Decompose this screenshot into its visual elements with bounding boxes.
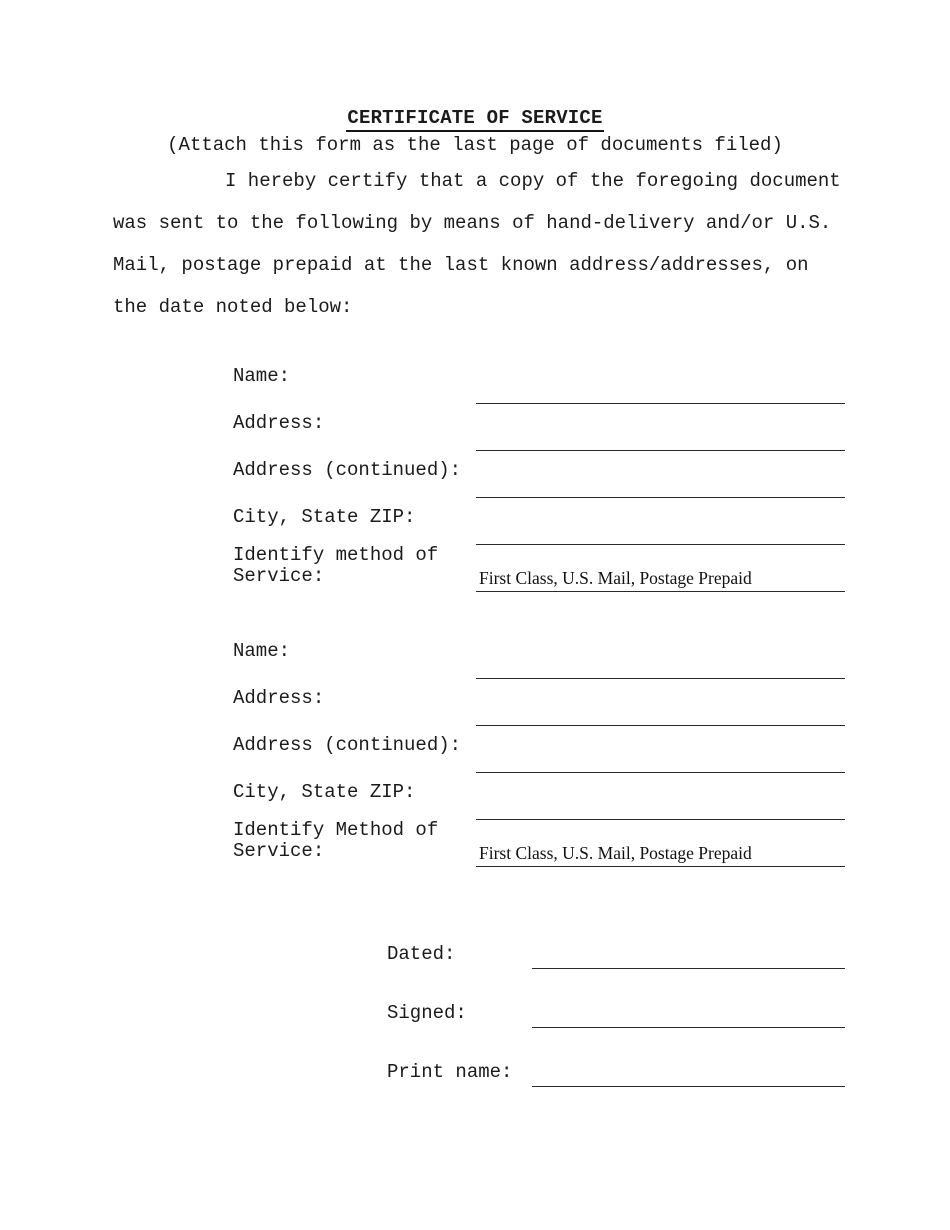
signed-row bbox=[387, 1003, 845, 1043]
address-continued-input-line[interactable] bbox=[476, 772, 845, 773]
address-label: Address: bbox=[233, 687, 325, 709]
name-input-line[interactable] bbox=[476, 678, 845, 679]
address-continued-label: Address (continued): bbox=[233, 734, 462, 756]
service-method-input-line[interactable] bbox=[476, 866, 845, 867]
service-method-label-line2: Service: bbox=[233, 840, 325, 862]
field-row-service-method bbox=[233, 820, 845, 876]
service-method-label bbox=[233, 545, 438, 587]
service-method-input-line[interactable] bbox=[476, 591, 845, 592]
paragraph-line: Mail, postage prepaid at the last known address/addresses, on bbox=[113, 254, 809, 276]
field-row-city-state-zip bbox=[233, 782, 845, 822]
field-row-address bbox=[233, 413, 845, 453]
paragraph-line: I hereby certify that a copy of the foregoing document bbox=[225, 170, 841, 192]
dated-label: Dated: bbox=[387, 943, 456, 965]
address-input-line[interactable] bbox=[476, 725, 845, 726]
print-name-input-line[interactable] bbox=[532, 1086, 845, 1087]
signed-input-line[interactable] bbox=[532, 1027, 845, 1028]
print-name-label: Print name: bbox=[387, 1061, 513, 1083]
field-row-address bbox=[233, 688, 845, 728]
field-row-name bbox=[233, 641, 845, 681]
service-method-value[interactable]: First Class, U.S. Mail, Postage Prepaid bbox=[479, 568, 752, 588]
certification-paragraph bbox=[113, 160, 873, 328]
service-method-label-line1: Identify Method of bbox=[233, 819, 439, 841]
field-row-name bbox=[233, 366, 845, 406]
service-method-label-line1: Identify method of bbox=[233, 544, 439, 566]
dated-row bbox=[387, 944, 845, 984]
name-label: Name: bbox=[233, 365, 291, 387]
name-label: Name: bbox=[233, 640, 291, 662]
name-input-line[interactable] bbox=[476, 403, 845, 404]
dated-input-line[interactable] bbox=[532, 968, 845, 969]
address-label: Address: bbox=[233, 412, 325, 434]
field-row-city-state-zip bbox=[233, 507, 845, 547]
service-method-value[interactable]: First Class, U.S. Mail, Postage Prepaid bbox=[479, 843, 752, 863]
signature-section bbox=[387, 944, 845, 1104]
address-continued-label: Address (continued): bbox=[233, 459, 462, 481]
field-row-address-continued bbox=[233, 460, 845, 500]
document-subtitle: (Attach this form as the last page of documents filed) bbox=[167, 134, 783, 156]
service-method-label bbox=[233, 820, 438, 862]
address-input-line[interactable] bbox=[476, 450, 845, 451]
service-method-label-line2: Service: bbox=[233, 565, 325, 587]
city-state-zip-label: City, State ZIP: bbox=[233, 506, 416, 528]
paragraph-line: was sent to the following by means of hand-delivery and/or U.S. bbox=[113, 212, 832, 234]
document-title bbox=[0, 107, 950, 132]
recipient-block-2 bbox=[233, 641, 845, 873]
field-row-address-continued bbox=[233, 735, 845, 775]
signed-label: Signed: bbox=[387, 1002, 467, 1024]
document-title-text: CERTIFICATE OF SERVICE bbox=[346, 107, 603, 132]
print-name-row bbox=[387, 1062, 845, 1102]
address-continued-input-line[interactable] bbox=[476, 497, 845, 498]
recipient-block-1 bbox=[233, 366, 845, 598]
paragraph-line: the date noted below: bbox=[113, 296, 353, 318]
field-row-service-method bbox=[233, 545, 845, 601]
city-state-zip-label: City, State ZIP: bbox=[233, 781, 416, 803]
